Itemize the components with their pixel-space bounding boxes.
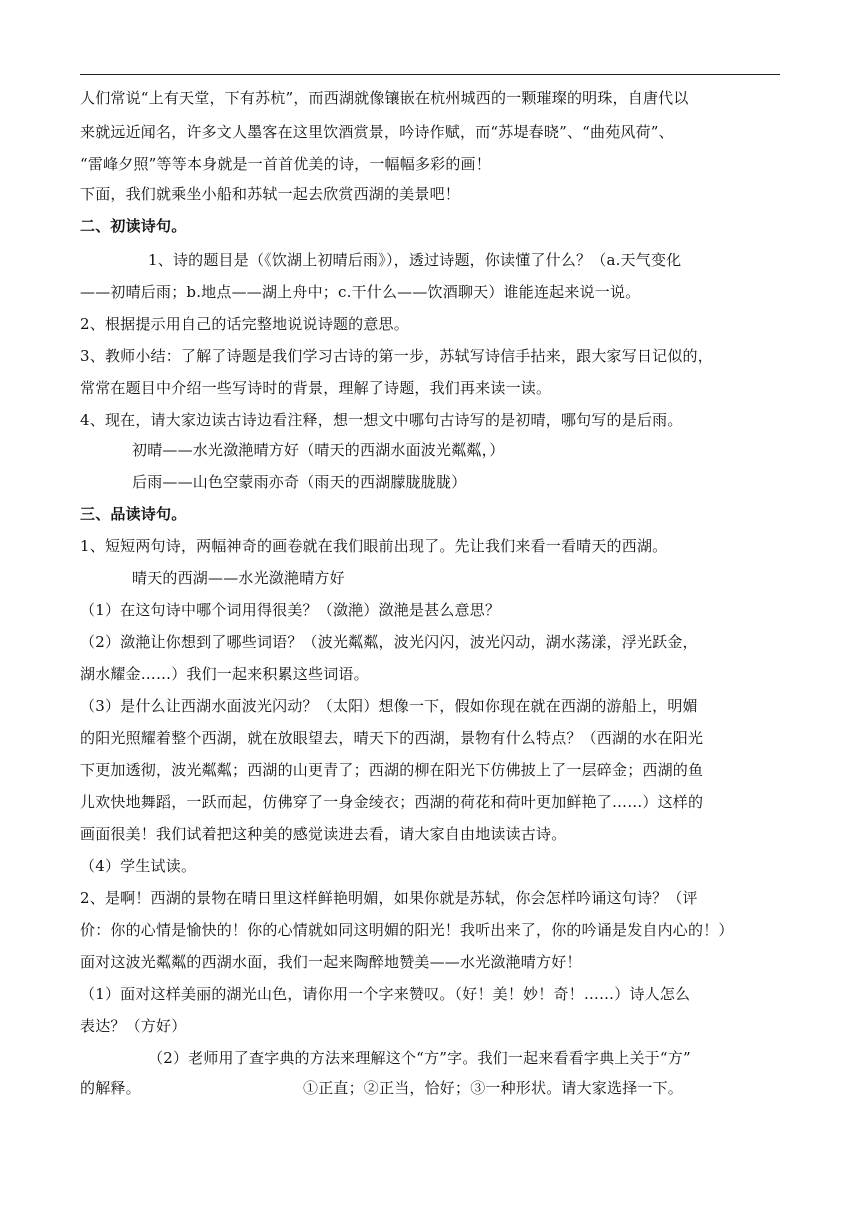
paragraph-line: 3、教师小结：了解了诗题是我们学习古诗的第一步，苏轼写诗信手拈来，跟大家写日记似的， bbox=[80, 347, 713, 365]
paragraph-line: （1）面对这样美丽的湖光山色，请你用一个字来赞叹。（好！美！妙！奇！……）诗人怎么 bbox=[80, 985, 691, 1003]
poem-line-clear: 晴天的西湖——水光潋滟晴方好 bbox=[132, 569, 345, 587]
paragraph-line: 1、短短两句诗，两幅神奇的画卷就在我们眼前出现了。先让我们来看一看晴天的西湖。 bbox=[80, 537, 668, 555]
paragraph-line: 湖水耀金……）我们一起来积累这些词语。 bbox=[80, 665, 369, 683]
definition-options: ①正直；②正当，恰好；③一种形状。请大家选择一下。 bbox=[303, 1079, 684, 1097]
paragraph-line: 儿欢快地舞蹈，一跃而起，仿佛穿了一身金绫衣；西湖的荷花和荷叶更加鲜艳了……）这样的 bbox=[80, 793, 704, 811]
paragraph-line: （3）是什么让西湖水面波光闪动？（太阳）想像一下，假如你现在就在西湖的游船上，明媚 bbox=[80, 697, 698, 715]
intro-line-3: “雷峰夕照”等等本身就是一首首优美的诗，一幅幅多彩的画！ bbox=[80, 155, 491, 173]
poem-line-rain: 后雨——山色空蒙雨亦奇（雨天的西湖朦胧胧胧） bbox=[132, 473, 467, 491]
paragraph-line: 4、现在，请大家边读古诗边看注释，想一想文中哪句古诗写的是初晴，哪句写的是后雨。 bbox=[80, 411, 683, 429]
paragraph-line: 下更加透彻，波光粼粼；西湖的山更青了；西湖的柳在阳光下仿佛披上了一层碎金；西湖的鱼 bbox=[80, 761, 704, 779]
paragraph-line: （1）在这句诗中哪个词用得很美？（潋滟）潋滟是甚么意思？ bbox=[80, 601, 501, 619]
header-rule bbox=[80, 74, 780, 75]
section-heading-3: 三、品读诗句。 bbox=[80, 505, 187, 523]
paragraph-line: 表达？（方好） bbox=[80, 1017, 187, 1035]
paragraph-line: 1、诗的题目是（《饮湖上初晴后雨》），透过诗题，你读懂了什么？（a.天气变化 bbox=[148, 251, 682, 269]
paragraph-line: 常常在题目中介绍一些写诗时的背景，理解了诗题，我们再来读一读。 bbox=[80, 379, 552, 397]
intro-line-2: 来就远近闻名，许多文人墨客在这里饮酒赏景，吟诗作赋，而“苏堤春晓”、“曲苑风荷”、 bbox=[80, 123, 674, 141]
paragraph-line: 2、是啊！西湖的景物在晴日里这样鲜艳明媚，如果你就是苏轼，你会怎样吟诵这句诗？（评 bbox=[80, 889, 698, 907]
paragraph-line: 的阳光照耀着整个西湖，就在放眼望去，晴天下的西湖，景物有什么特点？（西湖的水在阳光 bbox=[80, 729, 704, 747]
paragraph-line: 面对这波光粼粼的西湖水面，我们一起来陶醉地赞美——水光潋滟晴方好！ bbox=[80, 953, 582, 971]
paragraph-line: 2、根据提示用自己的话完整地说说诗题的意思。 bbox=[80, 315, 409, 333]
paragraph-line: （2）老师用了查字典的方法来理解这个“方”字。我们一起来看看字典上关于“方” bbox=[148, 1049, 691, 1067]
paragraph-line: （2）潋滟让你想到了哪些词语？（波光粼粼，波光闪闪，波光闪动，湖水荡漾，浮光跃金， bbox=[80, 633, 698, 651]
paragraph-line: 画面很美！我们试着把这种美的感觉读进去看，请大家自由地读读古诗。 bbox=[80, 825, 567, 843]
section-heading-2: 二、初读诗句。 bbox=[80, 217, 187, 235]
intro-line-1: 人们常说“上有天堂，下有苏杭”，而西湖就像镶嵌在杭州城西的一颗璀璨的明珠，自唐代以 bbox=[80, 89, 689, 107]
paragraph-line: ——初晴后雨；b.地点——湖上舟中；c.干什么——饮酒聊天）谁能连起来说一说。 bbox=[80, 283, 641, 301]
paragraph-line: 的解释。 bbox=[80, 1079, 141, 1097]
paragraph-line: 价：你的心情是愉快的！你的心情就如同这明媚的阳光！我听出来了，你的吟诵是发自内心的！） bbox=[80, 921, 734, 939]
paragraph-line: （4）学生试读。 bbox=[80, 857, 197, 875]
poem-line-clear: 初晴——水光潋滟晴方好（晴天的西湖水面波光粼粼，） bbox=[132, 441, 505, 459]
intro-line-4: 下面，我们就乘坐小船和苏轼一起去欣赏西湖的美景吧！ bbox=[80, 185, 461, 203]
